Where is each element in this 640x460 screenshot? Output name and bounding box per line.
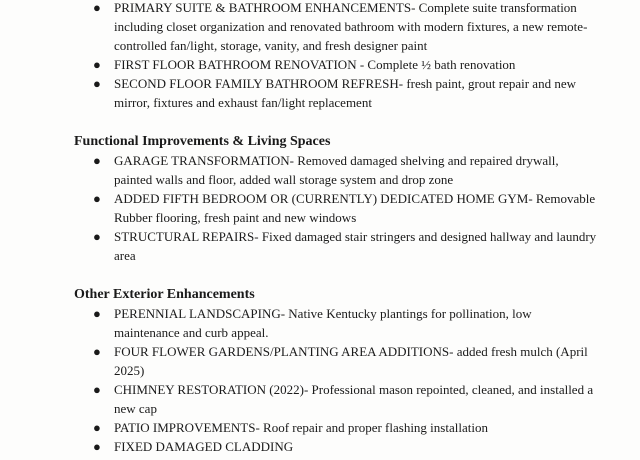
bullet-icon: ● [93, 306, 101, 321]
bullet-icon: ● [93, 57, 101, 72]
list-item [0, 304, 640, 342]
bullet-icon: ● [93, 382, 101, 397]
list-item-text: FIXED DAMAGED CLADDING [114, 439, 294, 454]
bullet-icon: ● [93, 420, 101, 435]
section-exterior-enhancements [0, 285, 640, 456]
bullet-icon: ● [93, 76, 101, 91]
bullet-icon: ● [93, 0, 101, 15]
bullet-icon: ● [93, 229, 101, 244]
list-item [0, 418, 640, 437]
list-item [0, 342, 640, 380]
bullet-icon: ● [93, 344, 101, 359]
list-item [0, 437, 640, 456]
list-item [0, 227, 640, 265]
list-item [0, 189, 640, 227]
list-item [0, 0, 640, 55]
bullet-list [0, 0, 640, 112]
section-heading: Functional Improvements & Living Spaces [74, 134, 331, 149]
bullet-icon: ● [93, 153, 101, 168]
list-item [0, 55, 640, 74]
section-functional-improvements [0, 132, 640, 265]
list-item-text: ADDED FIFTH BEDROOM OR (CURRENTLY) DEDICATED HOME GYM- Removable Rubber flooring, fresh paint and new windows [114, 191, 596, 225]
list-item-text: FIRST FLOOR BATHROOM RENOVATION - Complete ½ bath renovation [114, 57, 516, 72]
section-bathrooms [0, 0, 640, 112]
section-heading: Other Exterior Enhancements [74, 287, 255, 302]
list-item-text: GARAGE TRANSFORMATION- Removed damaged shelving and repaired drywall, painted walls and floor, added wall storage system and drop zone [114, 153, 559, 187]
bullet-icon: ● [93, 191, 101, 206]
list-item-text: STRUCTURAL REPAIRS- Fixed damaged stair stringers and designed hallway and laundry area [114, 229, 597, 263]
list-item [0, 151, 640, 189]
list-item-text: PRIMARY SUITE & BATHROOM ENHANCEMENTS- Complete suite transformation including closet organization and renovated bathroom with modern fixtures, a new remote-controlled fan/light, storage, vanity, and fresh designer paint [114, 0, 588, 53]
list-item-text: SECOND FLOOR FAMILY BATHROOM REFRESH- fresh paint, grout repair and new mirror, fixtures and exhaust fan/light replacement [114, 76, 576, 110]
list-item-text: PATIO IMPROVEMENTS- Roof repair and proper flashing installation [114, 420, 488, 435]
bullet-list [0, 304, 640, 456]
list-item [0, 380, 640, 418]
list-item-text: FOUR FLOWER GARDENS/PLANTING AREA ADDITIONS- added fresh mulch (April 2025) [114, 344, 588, 378]
bullet-icon: ● [93, 439, 101, 454]
list-item-text: PERENNIAL LANDSCAPING- Native Kentucky plantings for pollination, low maintenance and curb appeal. [114, 306, 532, 340]
list-item-text: CHIMNEY RESTORATION (2022)- Professional mason repointed, cleaned, and installed a new cap [114, 382, 594, 416]
bullet-list [0, 151, 640, 265]
list-item [0, 74, 640, 112]
